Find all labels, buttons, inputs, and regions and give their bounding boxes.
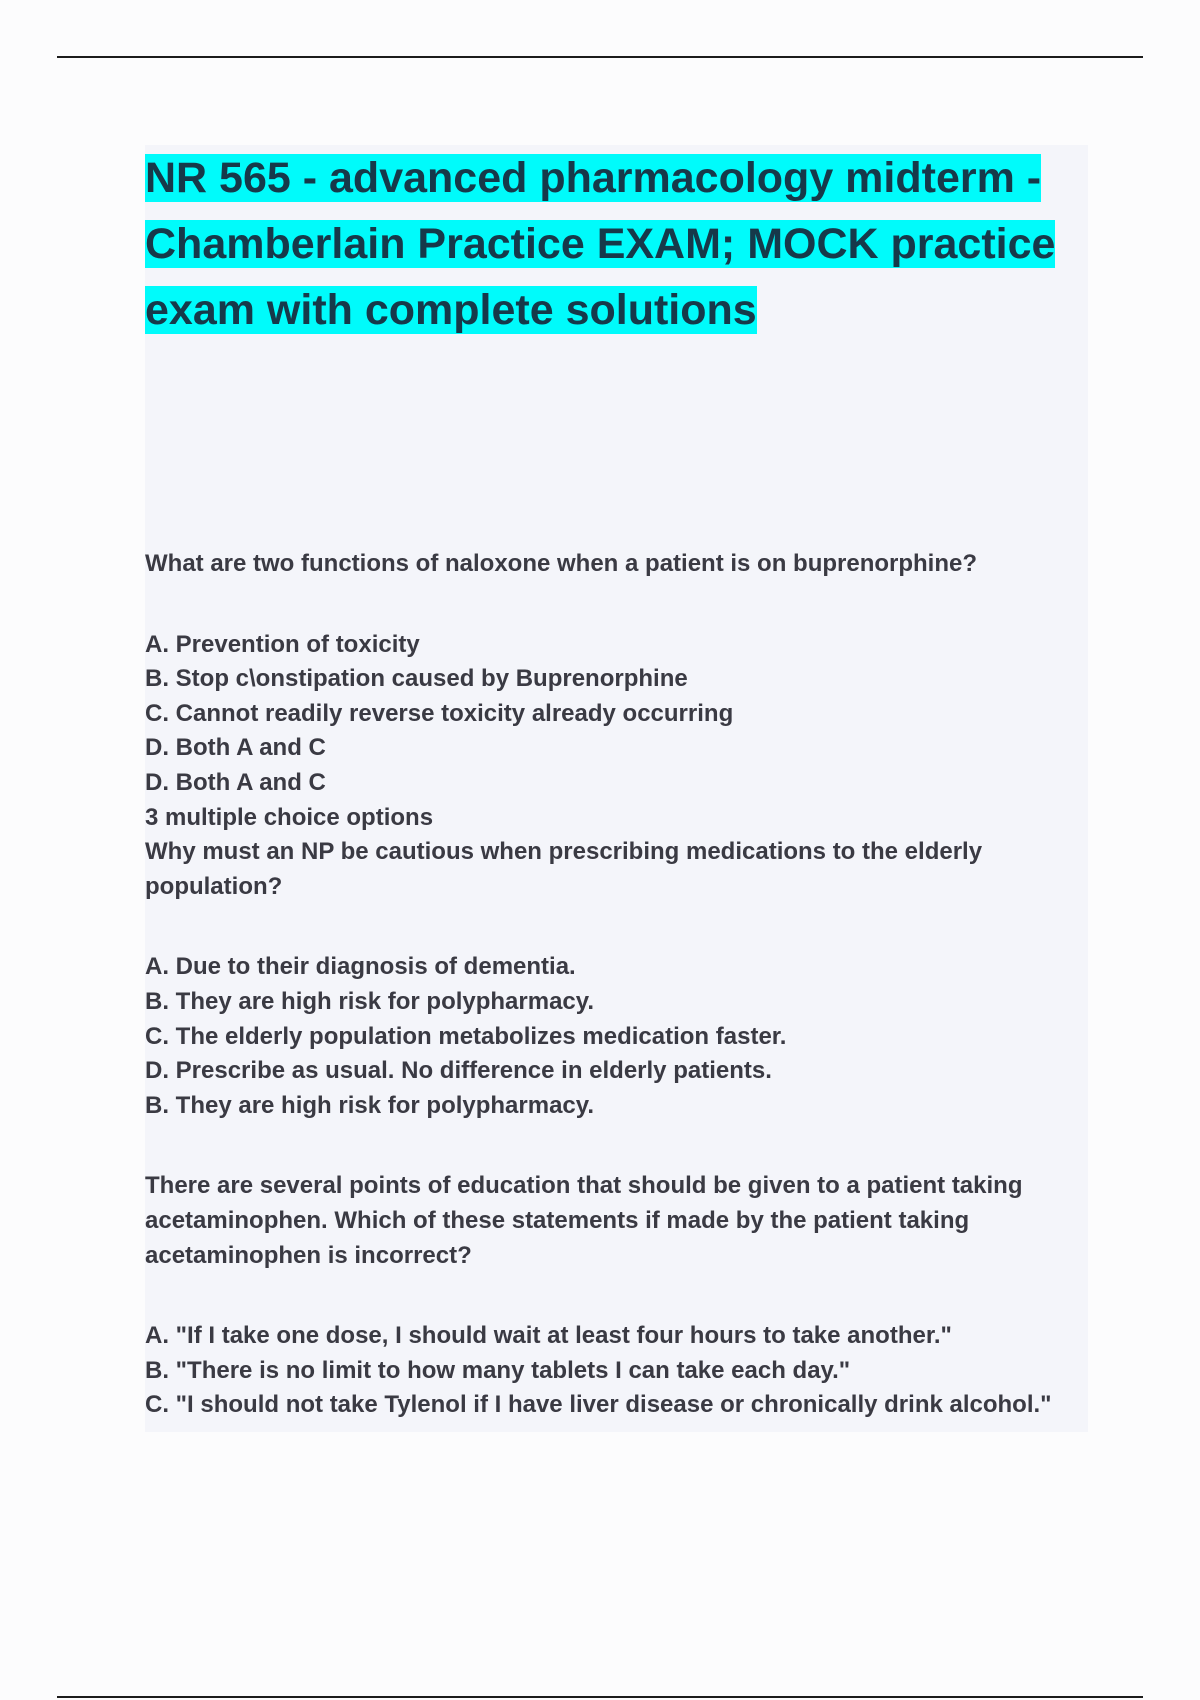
question-1-text: What are two functions of naloxone when a patient is on buprenorphine? — [145, 550, 978, 577]
question-3-option-c: C. "I should not take Tylenol if I have liver disease or chronically drink alcohol." — [145, 1391, 1052, 1419]
question-1-note: 3 multiple choice options — [145, 803, 434, 831]
document-page-content — [145, 145, 1088, 1432]
top-rule — [57, 56, 1143, 58]
question-2-text: Why must an NP be cautious when prescribing medications to the elderly population? — [145, 838, 983, 900]
document-title-highlight: NR 565 - advanced pharmacology midterm - Chamberlain Practice EXAM; MOCK practice exam with complete solutions — [145, 154, 1056, 334]
question-2-option-d: D. Prescribe as usual. No difference in elderly patients. — [145, 1057, 772, 1085]
question-1-answer: D. Both A and C — [145, 768, 326, 796]
question-2-option-c: C. The elderly population metabolizes medication faster. — [145, 1022, 787, 1050]
question-3-option-b: B. "There is no limit to how many tablets I can take each day." — [145, 1356, 851, 1384]
question-1-option-c: C. Cannot readily reverse toxicity already occurring — [145, 699, 734, 727]
bottom-rule — [57, 1696, 1143, 1698]
question-1-option-b: B. Stop c\onstipation caused by Buprenorphine — [145, 665, 688, 693]
question-3-option-a: A. "If I take one dose, I should wait at least four hours to take another." — [145, 1322, 952, 1350]
question-1-option-a: A. Prevention of toxicity — [145, 630, 420, 658]
document-body — [145, 547, 1088, 1423]
question-2-answer: B. They are high risk for polypharmacy. — [145, 1091, 595, 1119]
question-3-text: There are several points of education that should be given to a patient taking acetaminophen. Which of these statements if made by the patient taking acetaminophen is incorrect? — [145, 1172, 1023, 1269]
question-1-option-d: D. Both A and C — [145, 734, 326, 762]
document-title — [145, 145, 1095, 343]
question-2-option-b: B. They are high risk for polypharmacy. — [145, 987, 595, 1015]
question-2-option-a: A. Due to their diagnosis of dementia. — [145, 953, 576, 981]
